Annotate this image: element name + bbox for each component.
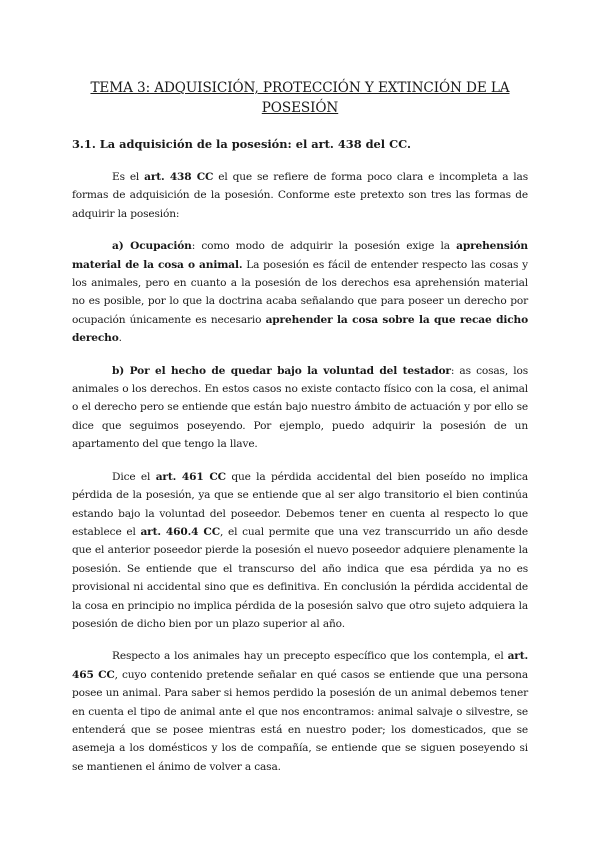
text: La posesión es fácil de entender respecto las cosas y los animales, pero en cuanto a la posesión de los derechos esa aprehensión material no es posible, por lo que la doctrina acaba señalando que para poseer un derecho por ocupación únicamente es necesario (72, 258, 529, 326)
text: : as cosas, los animales o los derechos. En estos casos no existe contacto físico con la cosa, el animal o el derecho pero se entiende que están bajo nuestro ámbito de actuación y por ello se dice que seguimos poseyendo. Por ejemplo, puedo adquirir la posesión de un apartamento del que tengo la llave. (72, 364, 528, 451)
document-page (72, 78, 528, 790)
paragraph-testador (72, 362, 528, 454)
text: , el cual permite que una vez transcurrido un año desde que el anterior poseedor pierde la posesión el nuevo poseedor adquiere plenamente la posesión. Se entiende que el transcurso del año indica que esa pérdida ya no es provisional ni accidental sino que es definitiva. En conclusión la pérdida accidental de la cosa en principio no implica pérdida de la posesión salvo que otro sujeto adquiera la posesión de dicho bien por un plazo superior al año. (72, 525, 528, 630)
text: Dice el (112, 470, 156, 483)
bold-text: aprehensión material de la cosa o animal. (72, 240, 528, 271)
text: . (118, 332, 122, 345)
bold-text: b) Por el hecho de quedar bajo la voluntad del testador (112, 364, 451, 377)
text: : como modo de adquirir la posesión exige la (191, 240, 457, 253)
paragraph-ocupacion (72, 237, 528, 347)
paragraph-art-465 (72, 647, 528, 776)
paragraph-art-461 (72, 468, 528, 634)
bold-text: art. 460.4 CC (140, 525, 220, 538)
text: Es el (112, 171, 145, 183)
section-heading: 3.1. La adquisición de la posesión: el art. 438 del CC. (72, 137, 411, 151)
bold-text: art. 438 CC (144, 171, 214, 183)
text: que la pérdida accidental del bien poseído no implica pérdida de la posesión, ya que se entiende que al ser algo transitorio el bien continúa estando bajo la voluntad del poseedor. Debemos tener en cuenta al respecto lo que establece el (72, 470, 528, 538)
text: Respecto a los animales hay un precepto específico que los contempla, el (112, 650, 508, 663)
bold-text: aprehender la cosa sobre la que recae dicho derecho (72, 313, 529, 345)
page-title: TEMA 3: ADQUISICIÓN, PROTECCIÓN Y EXTINCIÓN DE LA POSESIÓN (90, 80, 510, 116)
text: el que se refiere de forma poco clara e incompleta a las formas de adquisición de la posesión. Conforme este pretexto son tres las formas de adquirir la posesión: (72, 171, 528, 220)
bold-text: art. 465 CC (72, 650, 528, 681)
text: , cuyo contenido pretende señalar en qué casos se entiende que una persona posee un animal. Para saber si hemos perdido la posesión de un animal debemos tener en cuenta el tipo de animal ante el que nos encontramos: animal salvaje o silvestre, se entenderá que se posee mientras está en nuestro poder; los domesticados, que se asemeja a los domésticos y los de compañía, se entiende que se siguen poseyendo si se mantienen el ánimo de volver a casa. (72, 668, 528, 773)
bold-text: art. 461 CC (155, 470, 226, 483)
paragraph-intro (72, 168, 528, 223)
bold-text: a) Ocupación (112, 240, 192, 253)
